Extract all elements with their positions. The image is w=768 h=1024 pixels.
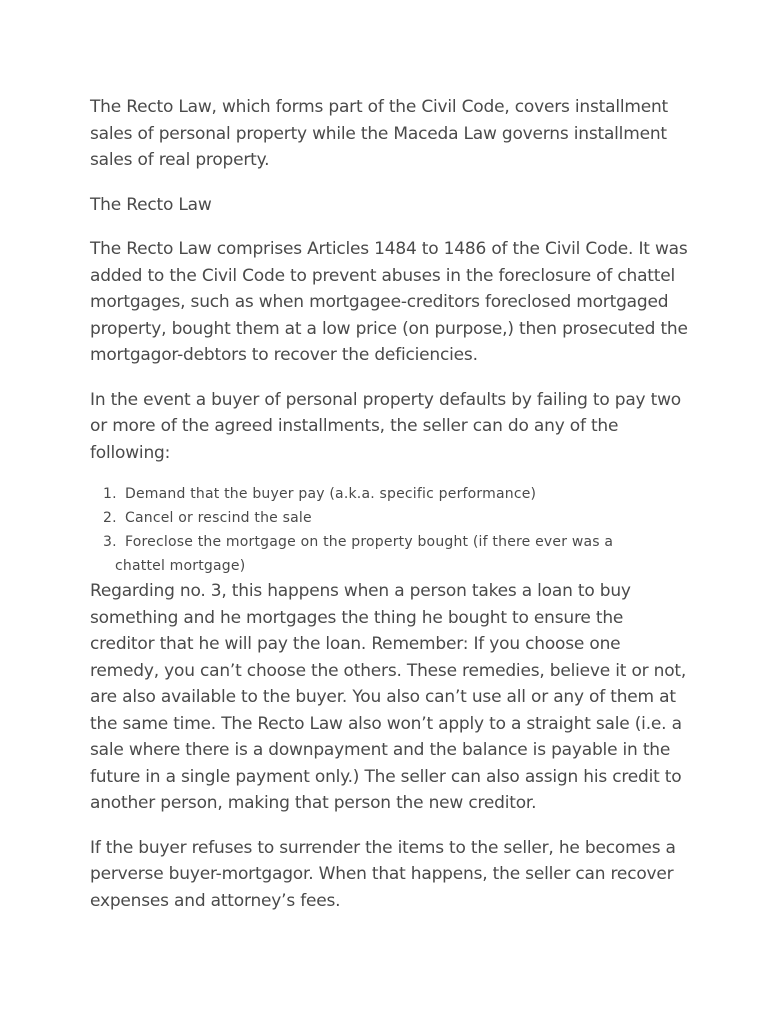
list-item <box>90 482 690 506</box>
list-item-number: 3. <box>103 534 117 550</box>
list-item-number: 2. <box>103 510 117 526</box>
paragraph-1: The Recto Law comprises Articles 1484 to 1486 of the Civil Code. It was added to the Civil Code to prevent abuses in the foreclosure of chattel mortgages, such as when mortgagee-creditors foreclosed mortgaged property, bought them at a low price (on purpose,) then prosecuted the mortgagor-debtors to recover the deficiencies. <box>90 239 688 365</box>
paragraph-2: In the event a buyer of personal property defaults by failing to pay two or more of the agreed installments, the seller can do any of the following: <box>90 389 681 463</box>
list-item-text: Foreclose the mortgage on the property bought (if there ever was a <box>125 534 614 550</box>
paragraph-4: If the buyer refuses to surrender the items to the seller, he becomes a perverse buyer-mortgagor. When that happens, the seller can recover expenses and attorney’s fees. <box>90 837 676 911</box>
remedies-list <box>90 482 690 578</box>
list-item-number: 1. <box>103 486 117 502</box>
list-item <box>90 506 690 530</box>
section-heading: The Recto Law <box>90 194 212 215</box>
paragraph-3: Regarding no. 3, this happens when a person takes a loan to buy something and he mortgages the thing he bought to ensure the creditor that he will pay the loan. Remember: If you choose one remedy, you can’t choose the others. These remedies, believe it or not, are also available to the buyer. You also can’t use all or any of them at the same time. The Recto Law also won’t apply to a straight sale (i.e. a sale where there is a downpayment and the balance is payable in the future in a single payment only.) The seller can also assign his credit to another person, making that person the new creditor. <box>90 581 687 813</box>
list-item-text: Demand that the buyer pay (a.k.a. specific performance) <box>125 486 537 502</box>
list-item <box>90 530 690 578</box>
intro-paragraph: The Recto Law, which forms part of the Civil Code, covers installment sales of personal property while the Maceda Law governs installment sales of real property. <box>90 97 669 170</box>
document-page <box>90 94 690 932</box>
list-item-text: Cancel or rescind the sale <box>125 510 312 526</box>
list-item-continuation: chattel mortgage) <box>115 558 246 574</box>
